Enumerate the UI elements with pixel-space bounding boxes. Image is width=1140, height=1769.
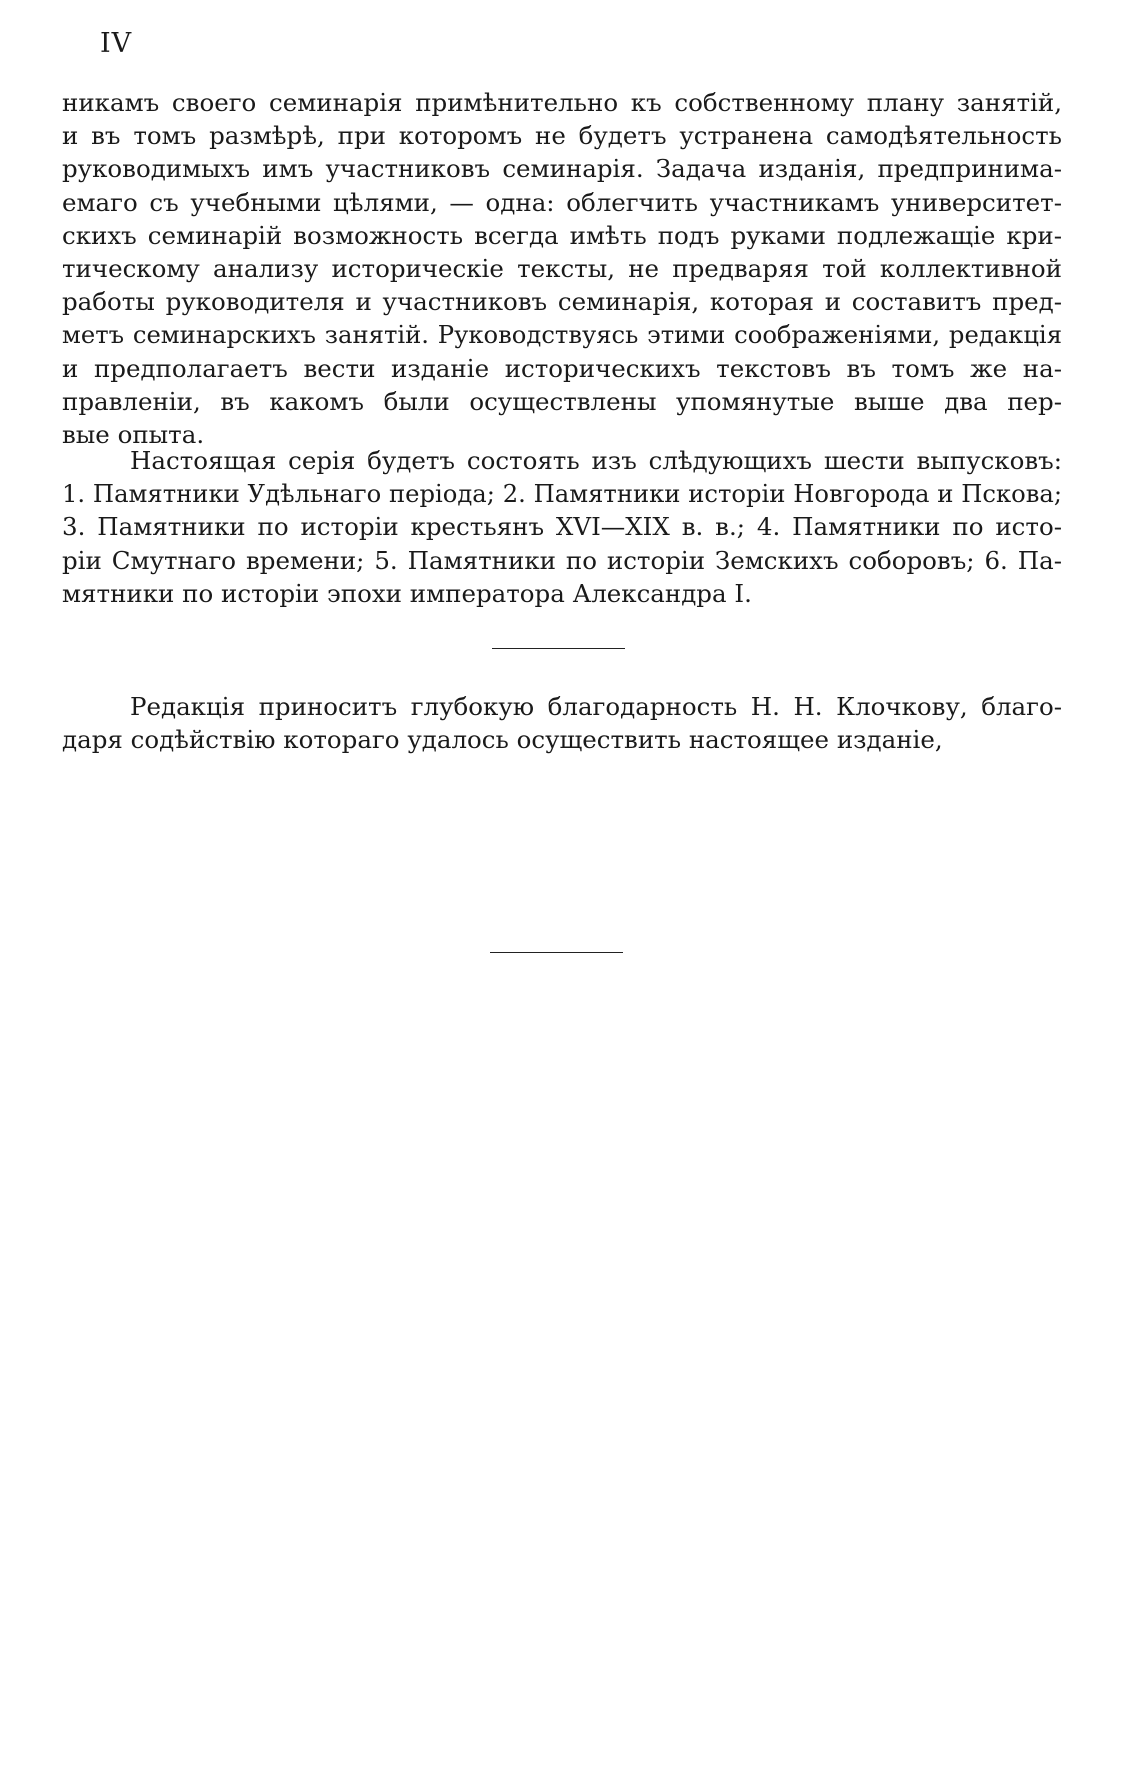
text-line: тическому анализу историческіе тексты, не предваряя той коллективной: [62, 253, 1062, 283]
text-line: Настоящая серія будетъ состоять изъ слѣдующихъ шести выпусковъ:: [130, 446, 1062, 475]
text-line: руководимыхъ имъ участниковъ семинарія. Задача изданія, предпринима-: [62, 154, 1062, 184]
text-line: скихъ семинарій возможность всегда имѣть подъ руками подлежащіе кри-: [62, 220, 1062, 250]
page-number: IV: [100, 28, 133, 59]
text-line: 1. Памятники Удѣльнаго періода; 2. Памятники исторіи Новгорода и Пскова;: [62, 479, 1062, 509]
text-line: правленіи, въ какомъ были осуществлены упомянутые выше два пер-: [62, 386, 1062, 416]
text-line: и предполагаетъ вести изданіе историческихъ текстовъ въ томъ же на-: [62, 353, 1062, 383]
text-line: метъ семинарскихъ занятій. Руководствуясь этими соображеніями, редакція: [62, 320, 1062, 350]
paragraph-intro: [62, 86, 1062, 451]
text-line: даря содѣйствію котораго удалось осуществить настоящее изданіе,: [62, 725, 943, 755]
text-line: Редакція приноситъ глубокую благодарность Н. Н. Клочкову, благо-: [130, 692, 1062, 721]
text-line: и въ томъ размѣрѣ, при которомъ не будетъ устранена самодѣятельность: [62, 121, 1062, 151]
text-line: мятники по исторіи эпохи императора Александра I.: [62, 578, 752, 608]
paragraph-series: [62, 444, 1062, 610]
text-line: вые опыта.: [62, 419, 205, 449]
text-line: никамъ своего семинарія примѣнительно къ собственному плану занятій,: [62, 88, 1062, 117]
text-line: 3. Памятники по исторіи крестьянъ XVI—XIX в. в.; 4. Памятники по исто-: [62, 512, 1062, 542]
end-divider: [490, 952, 623, 953]
text-line: ріи Смутнаго времени; 5. Памятники по исторіи Земскихъ соборовъ; 6. Па-: [62, 545, 1062, 575]
section-divider: [492, 648, 625, 649]
paragraph-acknowledgement: [62, 690, 1062, 756]
text-line: емаго съ учебными цѣлями, — одна: облегчить участникамъ университет-: [62, 187, 1062, 217]
text-line: работы руководителя и участниковъ семинарія, которая и составитъ пред-: [62, 287, 1062, 317]
